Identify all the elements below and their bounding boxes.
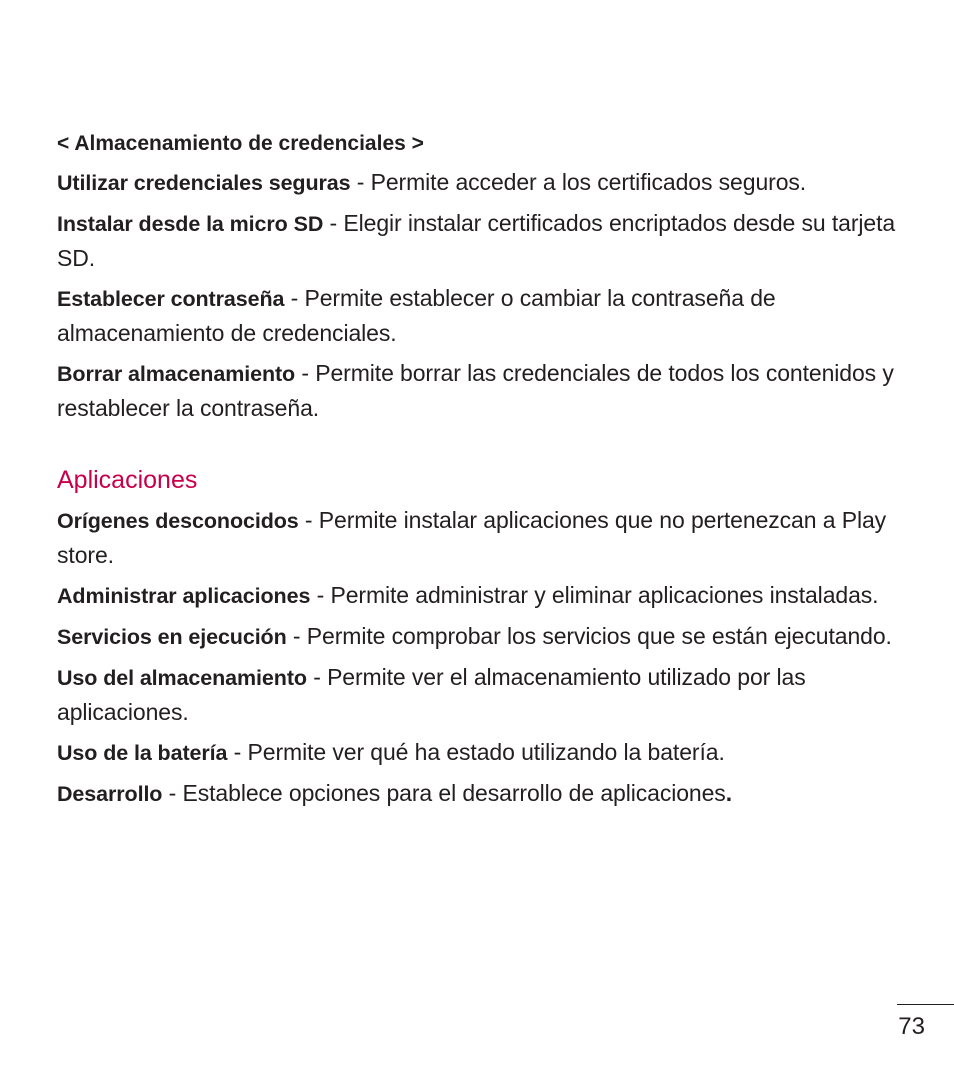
entry-term: Administrar aplicaciones — [57, 584, 311, 608]
entry-separator: - — [310, 582, 331, 608]
entry-term: Servicios en ejecución — [57, 625, 287, 649]
entry-term: Establecer contraseña — [57, 287, 285, 311]
entry-term: Borrar almacenamiento — [57, 362, 296, 386]
entry-description: Permite ver qué ha estado utilizando la batería. — [247, 739, 725, 765]
entry-separator: - — [323, 210, 344, 236]
entry-establecer-contrasena — [57, 281, 897, 350]
entry-description: Permite ver el almacenamiento utilizado por las aplicaciones. — [57, 664, 806, 725]
entry-description: Permite comprobar los servicios que se están ejecutando. — [306, 623, 892, 649]
entry-term: Desarrollo — [57, 782, 163, 806]
entry-uso-bateria — [57, 735, 897, 770]
entry-term: Utilizar credenciales seguras — [57, 171, 351, 195]
entry-desarrollo — [57, 776, 897, 811]
entry-term: Uso de la batería — [57, 741, 228, 765]
entry-term: Orígenes desconocidos — [57, 509, 299, 533]
entry-servicios-ejecucion — [57, 619, 897, 654]
entry-period: . — [725, 780, 733, 806]
page-content — [57, 128, 897, 817]
entry-description: Permite instalar aplicaciones que no pertenezcan a Play store. — [57, 507, 887, 568]
entry-instalar-micro-sd — [57, 206, 897, 275]
entry-utilizar-credenciales — [57, 165, 897, 200]
entry-description: Elegir instalar certificados encriptados desde su tarjeta SD. — [57, 210, 896, 271]
entry-separator: - — [306, 664, 328, 690]
entry-administrar-aplicaciones — [57, 578, 897, 613]
entry-description: Permite administrar y eliminar aplicaciones instaladas. — [330, 582, 879, 608]
entry-separator: - — [295, 360, 316, 386]
section-title-aplicaciones: Aplicaciones — [57, 466, 198, 494]
entry-borrar-almacenamiento — [57, 356, 897, 425]
entry-description: Establece opciones para el desarrollo de aplicaciones — [182, 780, 726, 806]
entry-separator: - — [286, 623, 307, 649]
page-number-rule — [897, 1004, 954, 1005]
entry-origenes-desconocidos — [57, 503, 897, 572]
entry-separator: - — [162, 780, 183, 806]
entry-term: Instalar desde la micro SD — [57, 212, 324, 236]
credentials-subheading: < Almacenamiento de credenciales > — [57, 132, 424, 155]
entry-separator: - — [350, 169, 371, 195]
entry-description: Permite establecer o cambiar la contraseña de almacenamiento de credenciales. — [57, 285, 776, 346]
page-number: 73 — [898, 1013, 925, 1040]
entry-uso-almacenamiento — [57, 660, 897, 729]
entry-separator: - — [298, 507, 319, 533]
entry-separator: - — [227, 739, 248, 765]
entry-description: Permite acceder a los certificados seguros. — [370, 169, 807, 195]
entry-separator: - — [284, 285, 305, 311]
entry-description: Permite borrar las credenciales de todos los contenidos y restablecer la contraseña. — [57, 360, 894, 421]
entry-term: Uso del almacenamiento — [57, 666, 307, 690]
